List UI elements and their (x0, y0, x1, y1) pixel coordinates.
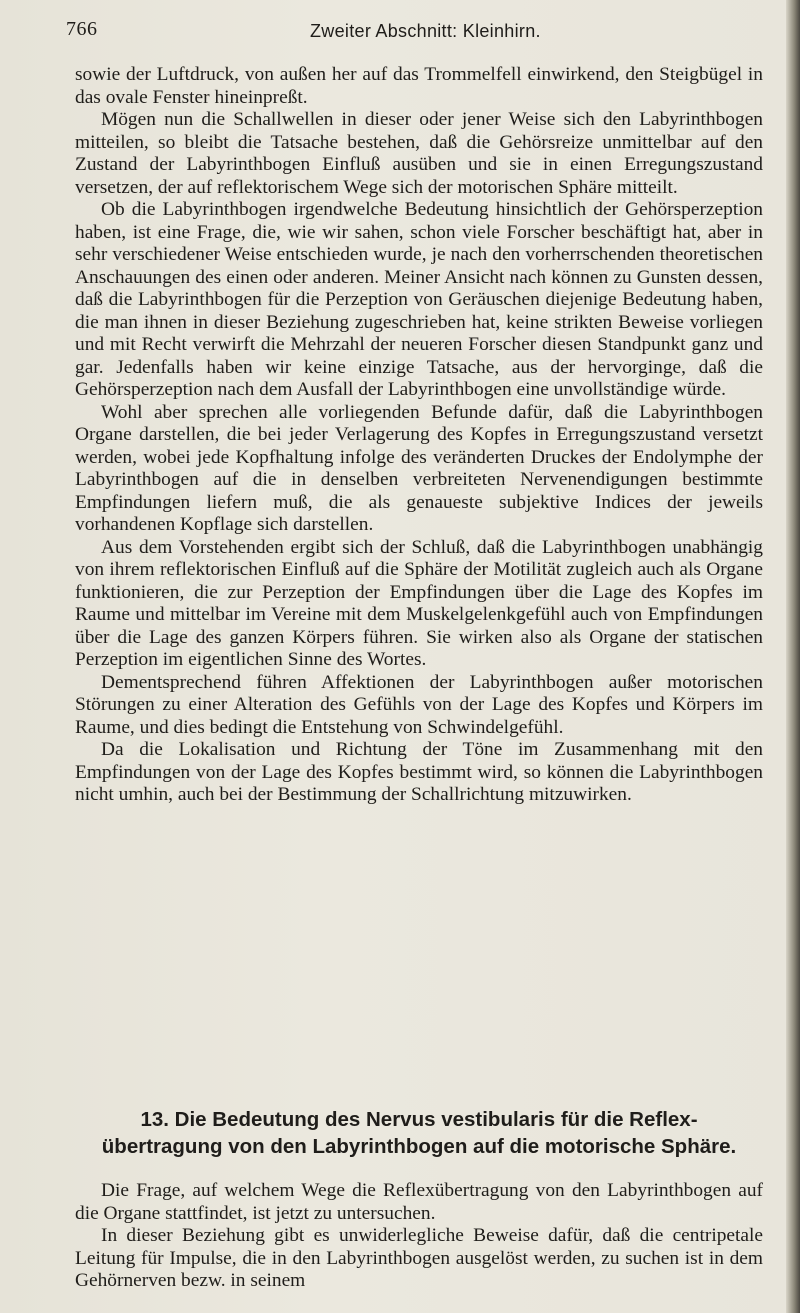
paragraph: Die Frage, auf welchem Wege die Reflexübertragung von den Labyrinthbogen auf die Organe stattfindet, ist jetzt zu untersuchen. (75, 1180, 763, 1224)
paragraph: sowie der Luftdruck, von außen her auf das Trommelfell einwirkend, den Steigbügel in das ovale Fenster hineinpreßt. (75, 64, 763, 108)
paragraph: Da die Lokalisation und Richtung der Töne im Zusammenhang mit den Empfindungen von der Lage des Kopfes bestimmt wird, so können die Labyrinthbogen nicht umhin, auch bei der Bestimmung der Schallrichtung mitzuwirken. (75, 739, 763, 805)
section-heading (75, 1106, 763, 1160)
section-heading-line: 13. Die Bedeutung des Nervus vestibularis für die Reflex- (140, 1108, 698, 1131)
paragraph: Ob die Labyrinthbogen irgendwelche Bedeutung hinsichtlich der Gehörsperzeption haben, ist eine Frage, die, wie wir sahen, schon viele Forscher beschäftigt hat, aber in sehr verschiedener Weise entschieden wurde, je nach den vorherrschenden theoretischen Anschauungen des einen oder anderen. Meiner Ansicht nach können zu Gunsten dessen, daß die Labyrinthbogen für die Perzeption von Geräuschen diejenige Bedeutung haben, die man ihnen in dieser Beziehung zugeschrieben hat, keine strikten Beweise vorliegen und mit Recht verwirft die Mehrzahl der neueren Forscher diesen Standpunkt ganz und gar. Jedenfalls haben wir keine einzige Tatsache, aus der hervorginge, daß die Gehörsperzeption nach dem Ausfall der Labyrinthbogen eine unvollständige würde. (75, 199, 763, 400)
page-number: 766 (66, 18, 98, 40)
paragraph: Mögen nun die Schallwellen in dieser oder jener Weise sich den Labyrinthbogen mitteilen, so bleibt die Tatsache bestehen, daß die Gehörsreize unmittelbar auf den Zustand der Labyrinthbogen Einfluß ausüben und sie in einen Erregungszustand versetzen, der auf reflektorischem Wege sich der motorischen Sphäre mitteilt. (75, 109, 763, 198)
paragraph: Aus dem Vorstehenden ergibt sich der Schluß, daß die Labyrinthbogen unabhängig von ihrem reflektorischen Einfluß auf die Sphäre der Motilität zugleich auch als Organe funktionieren, die zur Perzeption der Empfindungen über die Lage des Kopfes im Raume und mittelbar im Vereine mit dem Muskelgelenkgefühl auch von Empfindungen über die Lage des ganzen Körpers führen. Sie wirken also als Organe der statischen Perzeption im eigentlichen Sinne des Wortes. (75, 536, 763, 670)
paragraph: Wohl aber sprechen alle vorliegenden Befunde dafür, daß die Labyrinthbogen Organe darstellen, die bei jeder Verlagerung des Kopfes in Erregungszustand versetzt werden, wobei jede Kopfhaltung infolge des veränderten Druckes der Endolymphe der Labyrinthbogen auf die in denselben verbreiteten Nervenendigungen bestimmte Empfindungen liefern muß, die als genaueste subjektive Indices der jeweils vorhandenen Kopflage sich darstellen. (75, 401, 763, 535)
page-header (66, 18, 756, 48)
paragraph: Dementsprechend führen Affektionen der Labyrinthbogen außer motorischen Störungen zu einer Alteration des Gefühls von der Lage des Kopfes und Körpers im Raume, und dies bedingt die Entstehung von Schwindelgefühl. (75, 671, 763, 738)
section-text (75, 1180, 763, 1293)
main-text (75, 64, 763, 807)
paragraph: In dieser Beziehung gibt es unwiderlegliche Beweise dafür, daß die centripetale Leitung für Impulse, die in den Labyrinthbogen ausgelöst werden, zu suchen ist in dem Gehörnerven bezw. in seinem (75, 1225, 763, 1291)
section-heading-line: übertragung von den Labyrinthbogen auf die motorische Sphäre. (101, 1135, 737, 1158)
running-head: Zweiter Abschnitt: Kleinhirn. (310, 21, 541, 41)
page-edge-shadow (786, 0, 800, 1313)
